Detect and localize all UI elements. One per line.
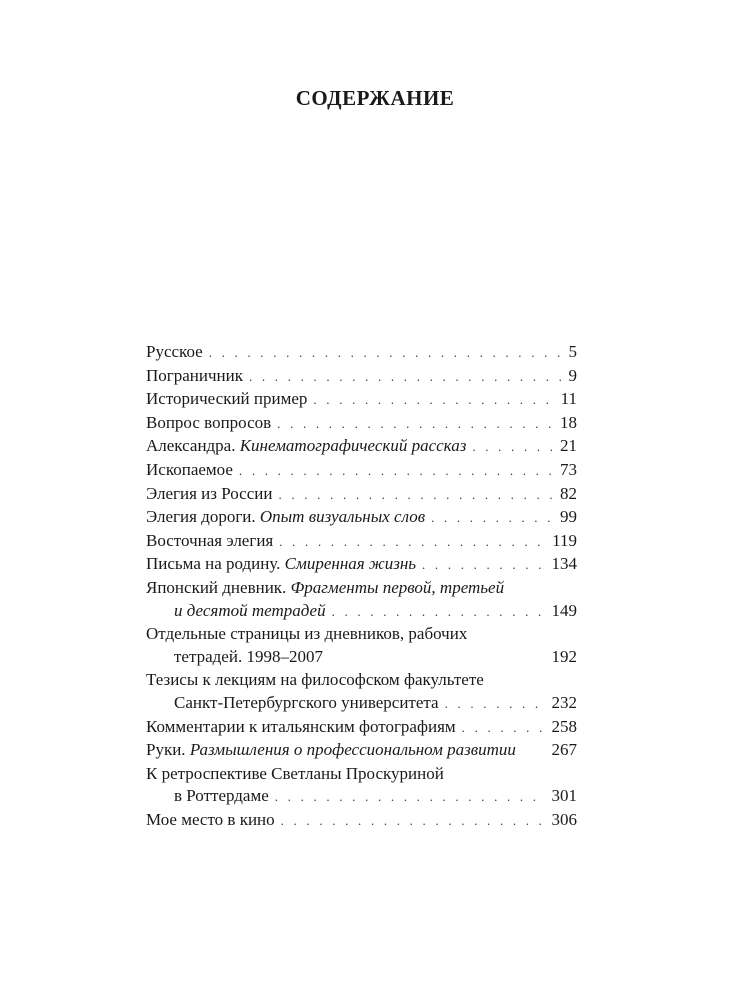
dot-leader: [445, 693, 544, 716]
toc-entry: [146, 809, 577, 833]
toc-entry-main: Письма на родину.: [146, 554, 285, 574]
toc-page-number: 306: [551, 809, 577, 829]
toc-entry: [146, 459, 577, 483]
toc-entry: [146, 388, 577, 412]
toc-page-number: 119: [552, 530, 577, 550]
toc-entry-title: Элегия из России: [146, 483, 273, 503]
toc-entry-title: Восточная элегия: [146, 530, 274, 550]
toc-entry: [146, 341, 577, 365]
toc-entry-title: Русское: [146, 342, 203, 361]
table-of-contents: [146, 341, 577, 832]
dot-leader: [422, 554, 543, 577]
toc-entry-title: Мое место в кино: [146, 809, 275, 829]
dot-leader: [278, 484, 552, 507]
toc-entry-title: в Роттердаме: [174, 786, 269, 806]
toc-entry-title: [146, 506, 425, 529]
toc-entry-main: Руки.: [146, 740, 190, 760]
toc-entry: [146, 530, 577, 554]
toc-entry-line: [146, 577, 577, 600]
toc-entry: [146, 483, 577, 507]
toc-entry: [146, 692, 577, 716]
toc-entry-subtitle: Фрагменты первой, третьей: [290, 577, 505, 597]
dot-leader: [239, 460, 552, 483]
toc-page-number: 301: [551, 786, 577, 806]
dot-leader: [209, 342, 561, 365]
toc-entry-title: Ископаемое: [146, 459, 233, 479]
toc-entry: [146, 365, 577, 389]
toc-entry-subtitle: и десятой тетрадей: [174, 600, 326, 620]
toc-page-number: 267: [551, 740, 577, 760]
toc-entry-title: Исторический пример: [146, 389, 308, 409]
toc-entry: [146, 739, 577, 763]
page-title: СОДЕРЖАНИЕ: [295, 86, 455, 110]
toc-page-number: 258: [551, 716, 577, 736]
dot-leader: [281, 810, 544, 833]
toc-page-number: 11: [560, 389, 577, 409]
toc-entry-subtitle: Опыт визуальных слов: [259, 507, 426, 527]
toc-entry-title: Пограничник: [146, 365, 243, 385]
toc-entry-main: Элегия дороги.: [146, 507, 260, 527]
toc-entry-title: [146, 739, 516, 762]
toc-entry-title: [146, 435, 466, 458]
toc-entry-subtitle: Размышления о профессиональном развитии: [189, 740, 516, 760]
toc-entry: [146, 646, 577, 670]
dot-leader: [279, 531, 544, 554]
toc-entry: [146, 412, 577, 436]
toc-page-number: 18: [560, 412, 577, 432]
toc-page-number: 99: [560, 507, 577, 527]
toc-entry-main: Александра.: [146, 436, 240, 456]
toc-entry: [146, 435, 577, 459]
dot-leader: [249, 366, 561, 389]
toc-entry: [146, 785, 577, 809]
dot-leader: [332, 601, 544, 624]
toc-page-number: 82: [560, 483, 577, 503]
toc-entry: [146, 506, 577, 530]
toc-entry-title: тетрадей. 1998–2007: [174, 646, 323, 666]
dot-leader: [431, 507, 552, 530]
toc-entry: [146, 600, 577, 624]
toc-page-number: 73: [560, 459, 577, 479]
toc-entry-title: [146, 553, 416, 576]
toc-page-number: 5: [568, 342, 577, 361]
toc-entry-main: Японский дневник.: [146, 577, 291, 597]
dot-leader: [277, 413, 552, 436]
toc-entry-subtitle: Кинематографический рассказ: [239, 436, 467, 456]
toc-entry-line: Тезисы к лекциям на философском факультете: [146, 670, 484, 690]
dot-leader: [462, 717, 544, 740]
toc-page-number: 9: [568, 365, 577, 385]
toc-entry-title: Комментарии к итальянским фотографиям: [146, 716, 456, 736]
dot-leader: [275, 786, 544, 809]
toc-entry: [146, 553, 577, 577]
toc-entry-title: Вопрос вопросов: [146, 412, 272, 432]
toc-entry-title: Санкт-Петербургского университета: [174, 692, 439, 712]
toc-entry-line: Отдельные страницы из дневников, рабочих: [146, 624, 468, 644]
dot-leader: [472, 436, 552, 459]
toc-page-number: 149: [551, 600, 577, 620]
toc-page-number: 192: [551, 646, 577, 666]
toc-entry-subtitle: Смиренная жизнь: [284, 554, 417, 574]
toc-entry: [146, 716, 577, 740]
toc-entry-line: К ретроспективе Светланы Проскуриной: [146, 763, 444, 783]
toc-page-number: 21: [560, 436, 577, 456]
dot-leader: [313, 389, 552, 412]
toc-page-number: 134: [551, 554, 577, 574]
toc-page-number: 232: [551, 692, 577, 712]
